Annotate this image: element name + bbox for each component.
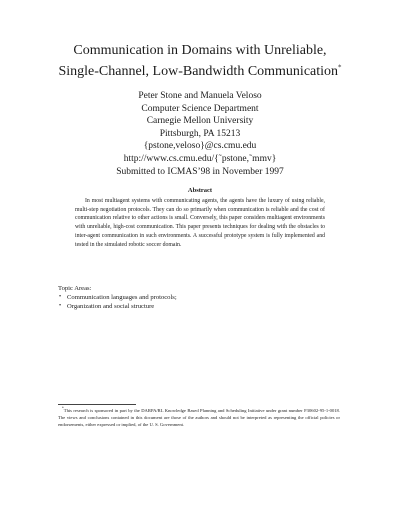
topic-item (58, 302, 338, 311)
author-url[interactable]: http://www.cs.cmu.edu/{˜pstone,˜mmv} (123, 153, 277, 164)
author-university: Carnegie Mellon University (146, 116, 254, 126)
topic-areas-heading: Topic Areas: (58, 285, 92, 292)
abstract-text: In most multiagent systems with communicating agents, the agents have the luxury of using reliable, multi-step negotiation protocols. They can do so primarily when communication is reliable and the cost of communication relative to other actions is small. Conversely, this paper considers multiagent environments with unreliable, high-cost communication. This paper presents techniques for dealing with the obstacles to inter-agent communication in such environments. A successful prototype system is fully implemented and tested in the simulated robotic soccer domain. (75, 198, 325, 248)
topic-item-text: Communication languages and protocols; (67, 294, 177, 302)
author-block (60, 90, 340, 165)
abstract-heading: Abstract (187, 187, 213, 194)
footnote-marker: * (62, 406, 64, 411)
author-names: Peter Stone and Manuela Veloso (138, 91, 262, 101)
topic-list (58, 293, 338, 311)
bullet-icon: • (59, 294, 62, 301)
title-footnote-marker: * (338, 63, 342, 72)
topic-item (58, 293, 338, 302)
title-line-2-text: Single-Channel, Low-Bandwidth Communication (58, 64, 339, 79)
footnote-text: This research is sponsored in part by the DARPA/RL Knowledge Based Planning and Scheduling Initiative under grant number F30602-95-1-0018. The views and conclusions contained in this document are those of the authors and should not be interpreted as representing the official policies or endorsements, either expressed or implied, of the U. S. Government. (58, 408, 340, 427)
author-email: {pstone,veloso}@cs.cmu.edu (143, 141, 257, 151)
footnote-rule (58, 404, 136, 405)
paper-title (40, 40, 360, 82)
title-line-2 (40, 61, 360, 82)
author-department: Computer Science Department (141, 103, 259, 114)
bullet-icon: • (59, 303, 62, 310)
footnote (58, 408, 340, 428)
author-address: Pittsburgh, PA 15213 (159, 128, 241, 139)
topic-areas (58, 284, 338, 312)
topic-item-text: Organization and social structure (67, 303, 155, 311)
submission-note: Submitted to ICMAS’98 in November 1997 (116, 167, 284, 177)
title-line-1: Communication in Domains with Unreliable, (73, 43, 327, 58)
